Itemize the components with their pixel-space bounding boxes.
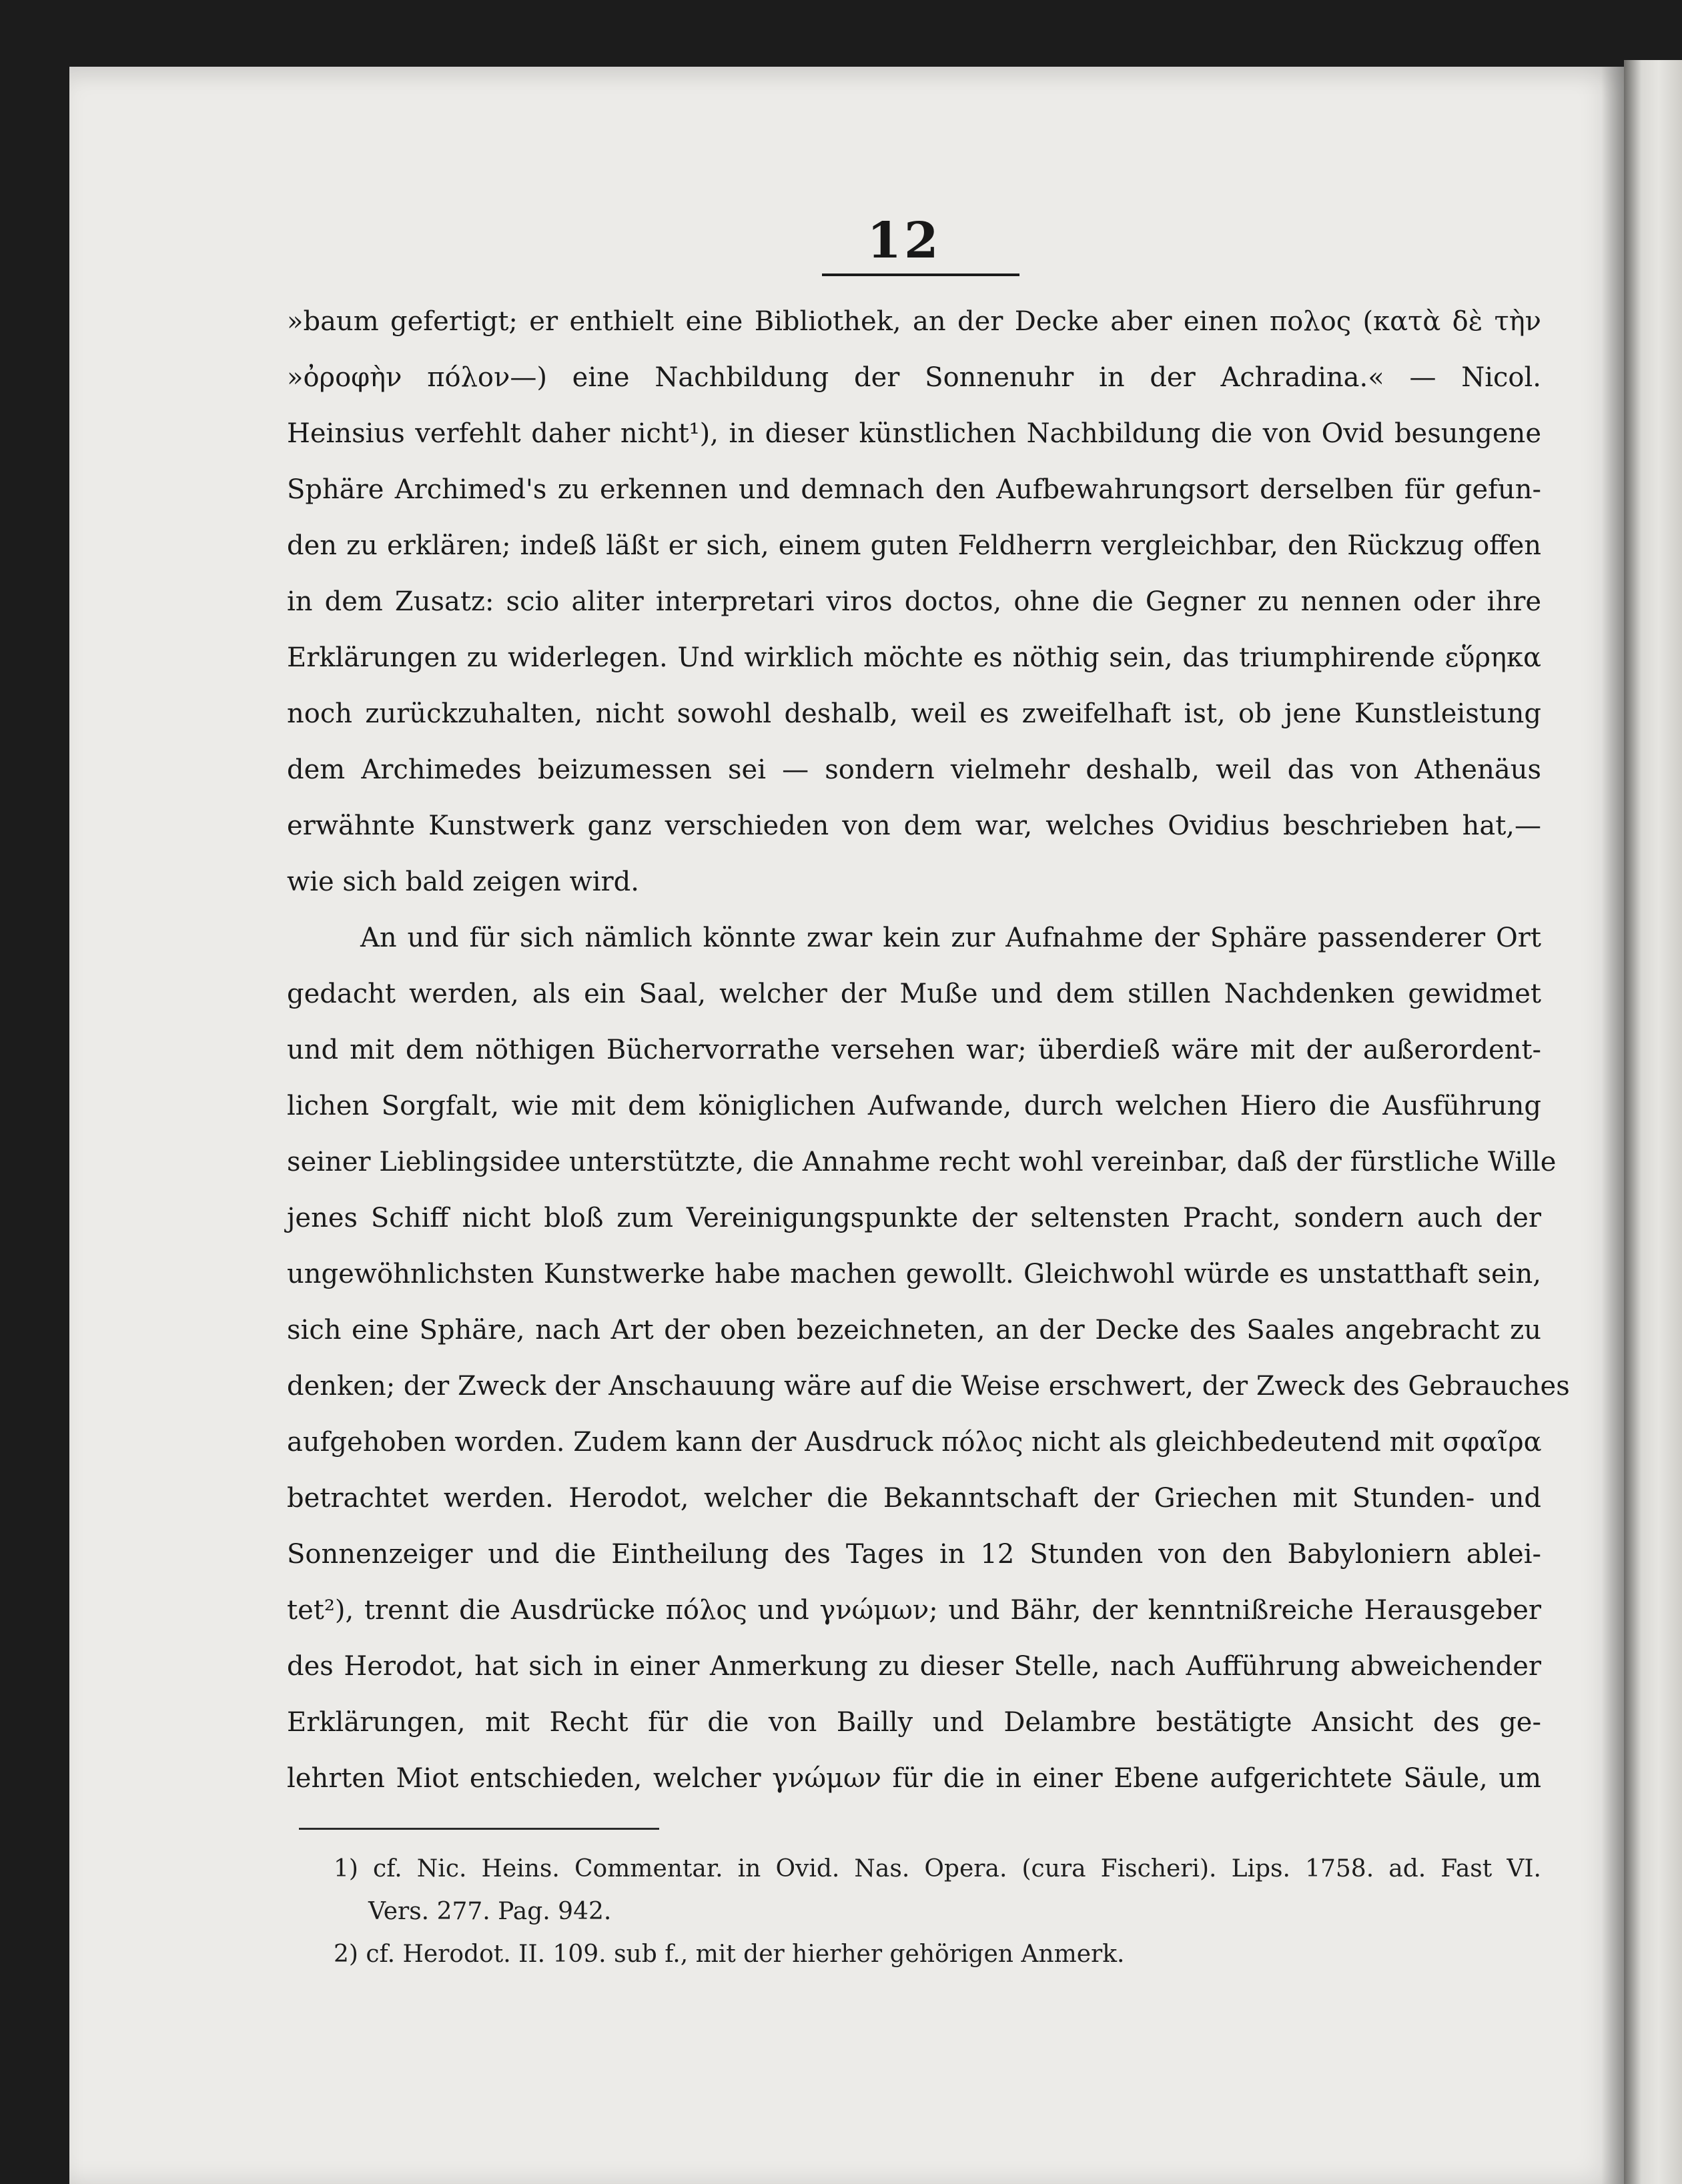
text-line: aufgehoben worden. Zudem kann der Ausdruck πόλος nicht als gleichbedeutend mit σφαῖρα: [287, 1427, 1542, 1458]
text-line: jenes Schiff nicht bloß zum Vereinigungspunkte der seltensten Pracht, sondern auch der: [287, 1203, 1541, 1233]
text-line: erwähnte Kunstwerk ganz verschieden von dem war, welches Ovidius beschrieben hat,—: [287, 810, 1541, 841]
text-line: sich eine Sphäre, nach Art der oben bezeichneten, an der Decke des Saales angebracht zu: [287, 1315, 1541, 1345]
page-number-rule: [822, 274, 1019, 276]
page-number: 12: [867, 212, 941, 269]
text-line: wie sich bald zeigen wird.: [287, 867, 639, 897]
text-line: dem Archimedes beizumessen sei — sondern vielmehr deshalb, weil das von Athenäus: [287, 754, 1541, 785]
text-line: An und für sich nämlich könnte zwar kein zur Aufnahme der Sphäre passenderer Ort: [360, 923, 1541, 953]
text-line: und mit dem nöthigen Büchervorrathe versehen war; überdieß wäre mit der außerordent-: [287, 1035, 1541, 1065]
text-line: Sphäre Archimed's zu erkennen und demnach den Aufbewahrungsort derselben für gefun-: [287, 474, 1541, 505]
text-line: Erklärungen, mit Recht für die von Bailly und Delambre bestätigte Ansicht des ge-: [287, 1707, 1541, 1738]
text-line: tet²), trennt die Ausdrücke πόλος und γνώμων; und Bähr, der kenntnißreiche Herausgeber: [287, 1595, 1541, 1626]
footnotes: [334, 1848, 1541, 1976]
next-page-edge: [1624, 60, 1682, 2184]
text-line: denken; der Zweck der Anschauung wäre auf die Weise erschwert, der Zweck des Gebrauches: [287, 1371, 1570, 1402]
text-line: ungewöhnlichsten Kunstwerke habe machen gewollt. Gleichwohl würde es unstatthaft sein,: [287, 1259, 1541, 1289]
text-line: »baum gefertigt; er enthielt eine Bibliothek, an der Decke aber einen πολος (κατὰ δὲ τὴν: [287, 306, 1541, 337]
text-line: betrachtet werden. Herodot, welcher die Bekanntschaft der Griechen mit Stunden- und: [287, 1483, 1541, 1514]
footnote-1: 1) cf. Nic. Heins. Commentar. in Ovid. Nas. Opera. (cura Fischeri). Lips. 1758. ad. Fast VI.: [334, 1855, 1541, 1882]
body-text: [287, 294, 1570, 1806]
footnote-1-continuation: Vers. 277. Pag. 942.: [368, 1898, 612, 1925]
text-line: noch zurückzuhalten, nicht sowohl deshalb, weil es zweifelhaft ist, ob jene Kunstleistung: [287, 698, 1541, 729]
text-line: gedacht werden, als ein Saal, welcher der Muße und dem stillen Nachdenken gewidmet: [287, 979, 1541, 1009]
text-line: »ὀροφὴν πόλον—) eine Nachbildung der Sonnenuhr in der Achradina.« — Nicol.: [287, 362, 1541, 393]
text-line: Erklärungen zu widerlegen. Und wirklich möchte es nöthig sein, das triumphirende εὕρηκα: [287, 642, 1541, 673]
text-line: Heinsius verfehlt daher nicht¹), in dieser künstlichen Nachbildung die von Ovid besungene: [287, 418, 1541, 449]
text-line: den zu erklären; indeß läßt er sich, einem guten Feldherrn vergleichbar, den Rückzug offen: [287, 530, 1541, 561]
text-line: lehrten Miot entschieden, welcher γνώμων für die in einer Ebene aufgerichtete Säule, um: [287, 1763, 1541, 1794]
text-line: Sonnenzeiger und die Eintheilung des Tages in 12 Stunden von den Babyloniern ablei-: [287, 1539, 1541, 1570]
text-line: lichen Sorgfalt, wie mit dem königlichen Aufwande, durch welchen Hiero die Ausführung: [287, 1091, 1541, 1121]
footnote-rule: [299, 1828, 659, 1830]
text-line: des Herodot, hat sich in einer Anmerkung zu dieser Stelle, nach Aufführung abweichender: [287, 1651, 1541, 1682]
text-line: in dem Zusatz: scio aliter interpretari viros doctos, ohne die Gegner zu nennen oder ihre: [287, 586, 1541, 617]
footnote-2: 2) cf. Herodot. II. 109. sub f., mit der hierher gehörigen Anmerk.: [334, 1941, 1125, 1968]
text-line: seiner Lieblingsidee unterstützte, die Annahme recht wohl vereinbar, daß der fürstliche Wille: [287, 1147, 1557, 1177]
